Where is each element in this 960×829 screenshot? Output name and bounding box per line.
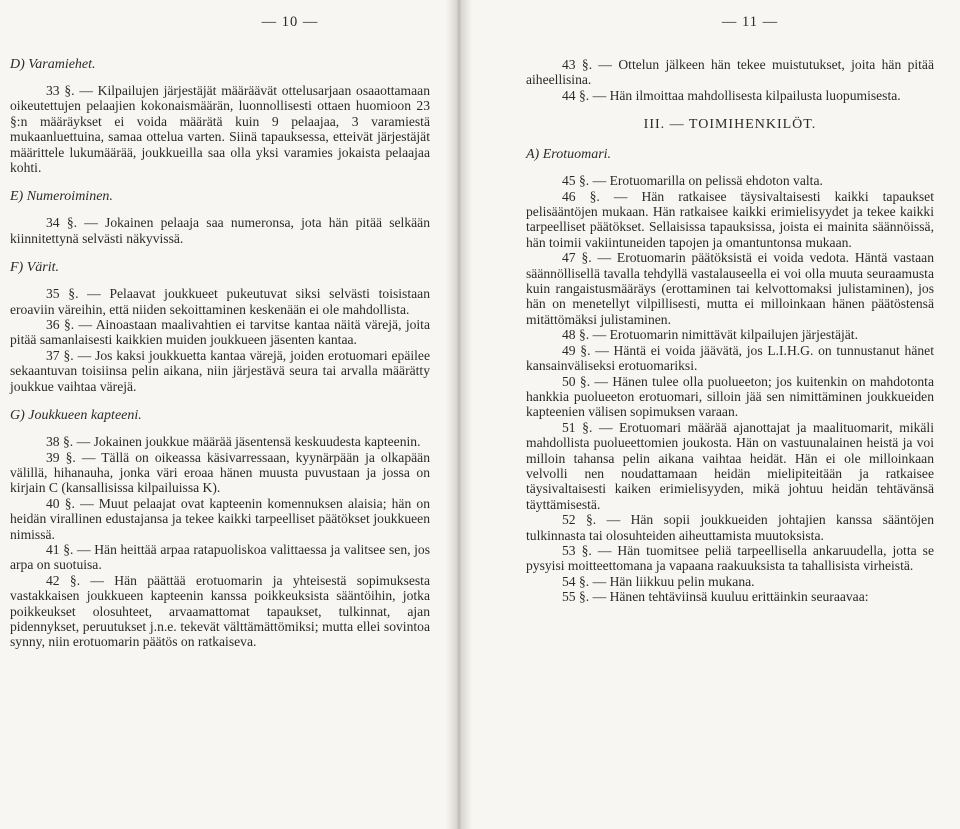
paragraph-49: 49 §. — Häntä ei voida jäävätä, jos L.I.H.G. on tunnustanut hänet kansainväliseksi erotuomariksi. <box>526 342 934 374</box>
paragraph-52: 52 §. — Hän sopii joukkueiden johtajien kanssa sääntöjen tulkinnasta tai olosuhteiden aiheuttamista muutoksista. <box>526 512 934 543</box>
section-heading-numeroiminen: E) Numeroiminen. <box>10 189 113 205</box>
paragraph-48: 48 §. — Erotuomarin nimittävät kilpailujen järjestäjät. <box>562 327 858 343</box>
paragraph-39: 39 §. — Tällä on oikeassa käsivarressaan, kyynärpään ja olkapään välillä, hihanauha, jonka väri eroaa hänen muusta puvustaan ja jossa on kirjain C (kansallisissa kilpailuissa K). <box>10 449 430 496</box>
paragraph-43: 43 §. — Ottelun jälkeen hän tekee muistutukset, joita hän pitää aiheellisina. <box>526 57 934 88</box>
page-number-left: — 10 — <box>261 14 319 30</box>
section-heading-erotuomari: A) Erotuomari. <box>526 147 612 163</box>
left-page <box>0 0 450 829</box>
paragraph-42: 42 §. — Hän päättää erotuomarin ja yhteisestä sopimuksesta vastakkaisen joukkueen kapteenin kanssa poikkeuksista sääntöihin, jotka poikkeukset olosuhteet, arvaamattomat tapaukset, tulkinnat, ajan pidennykset, peruutukset j.n.e. tekevät välttämättömiksi; mutta ellei sovintoa synny, niin erotuomarin päätös on ratkaiseva. <box>10 572 430 650</box>
paragraph-33: 33 §. — Kilpailujen järjestäjät määräävät ottelusarjaan osaaottamaan oikeutettujen pelaajien kokonaismäärän, luonnollisesti ottaen huomioon 23 §:n määräykset ei voida määrätä kuin 9 pelaajaa, 3 varamiestä mukaanluettuina, samaa ottelua varten. Siinä tapauksessa, etteivät järjestäjät määrittele lukumäärää, joukkueilla saa olla yksi varamies jokaista pelaajaa kohti. <box>10 83 430 176</box>
right-page <box>474 0 960 829</box>
paragraph-38: 38 §. — Jokainen joukkue määrää jäsentensä keskuudesta kapteenin. <box>46 434 421 450</box>
paragraph-45: 45 §. — Erotuomarilla on pelissä ehdoton valta. <box>562 173 823 189</box>
paragraph-36: 36 §. — Ainoastaan maalivahtien ei tarvitse kantaa näitä värejä, joita pitää samanlaisesti kaikkien muiden joukkueen jäsenten kantaa. <box>10 317 430 348</box>
paragraph-46: 46 §. — Hän ratkaisee täysivaltaisesti kaikki tapaukset pelisääntöjen mukaan. Hän ratkaisee kaikki erimielisyydet ja tekee kaikki tarpeelliset päätökset. Sellaisissa tapauksissa, joista ei mainita säännöissä, hän toimii vakiintuneiden tapojen ja omantuntonsa mukaan. <box>526 188 934 250</box>
section-heading-varamiehet: D) Varamiehet. <box>10 57 96 72</box>
paragraph-34: 34 §. — Jokainen pelaaja saa numeronsa, jota hän pitää selkään kiinnitettynä selvästi näkyvissä. <box>10 215 430 246</box>
paragraph-35: 35 §. — Pelaavat joukkueet pukeutuvat siksi selvästi toisistaan eroaviin väreihin, että niiden sekoittaminen keskenään ei ole mahdollista. <box>10 286 430 317</box>
paragraph-40: 40 §. — Muut pelaajat ovat kapteenin komennuksen alaisia; hän on heidän virallinen edustajansa ja tekee kaikki tarpeelliset päätökset joukkueen nimissä. <box>10 495 430 542</box>
section-heading-varit: F) Värit. <box>10 260 59 276</box>
section-heading-kapteeni: G) Joukkueen kapteeni. <box>10 408 142 424</box>
paragraph-55: 55 §. — Hänen tehtäviinsä kuuluu erittäinkin seuraavaa: <box>562 589 869 605</box>
page-number-right: — 11 — <box>721 14 779 30</box>
paragraph-53: 53 §. — Hän tuomitsee peliä tarpeellisella ankaruudella, jotta se pysyisi moitteettomana ja vapaana raakuuksista ta tahallisista virheistä. <box>526 542 934 574</box>
paragraph-44: 44 §. — Hän ilmoittaa mahdollisesta kilpailusta luopumisesta. <box>562 87 901 103</box>
chapter-title: III. — TOIMIHENKILÖT. <box>643 117 817 133</box>
paragraph-54: 54 §. — Hän liikkuu pelin mukana. <box>562 573 755 589</box>
paragraph-37: 37 §. — Jos kaksi joukkuetta kantaa värejä, joiden erotuomari epäilee sekaantuvan toisiinsa pelin aikana, niin järjestävä seura tai arvalla määrätty joukkue vaihtaa värejä. <box>10 347 430 394</box>
paragraph-41: 41 §. — Hän heittää arpaa ratapuoliskoa valittaessa ja valitsee sen, jos arpa on suotuisa. <box>10 541 430 573</box>
paragraph-51: 51 §. — Erotuomari määrää ajanottajat ja maalituomarit, mikäli mahdollista puolueettomien joukosta. Hän on vastuunalainen heistä ja voi milloin tahansa pelin aikana vaihtaa heidät. Hän ei ole milloinkaan velvolli nen noudattamaan heidän mielipiteitään ja ratkaisee täysivaltaisesti kaiken erimielisyyden, mikä johtuu heidän tehtävänsä täyttämisestä. <box>526 419 934 512</box>
paragraph-47: 47 §. — Erotuomarin päätöksistä ei voida vedota. Häntä vastaan säännöllisellä tavalla tehdyllä vastalauseella ei voi olla muuta seuraamusta kuin rangaistusmääräys (erottaminen tai kelvottomaksi julistaminen), jos hän on menetellyt vilpillisesti, mutta ei milloinkaan hänen päätöstensä mitättömäksi julistaminen. <box>526 250 934 327</box>
paragraph-50: 50 §. — Hänen tulee olla puolueeton; jos kuitenkin on mahdotonta hankkia puolueeton erotuomari, silloin jää sen nimittäminen joukkueiden kapteenien välisen sopimuksen varaan. <box>526 373 934 420</box>
